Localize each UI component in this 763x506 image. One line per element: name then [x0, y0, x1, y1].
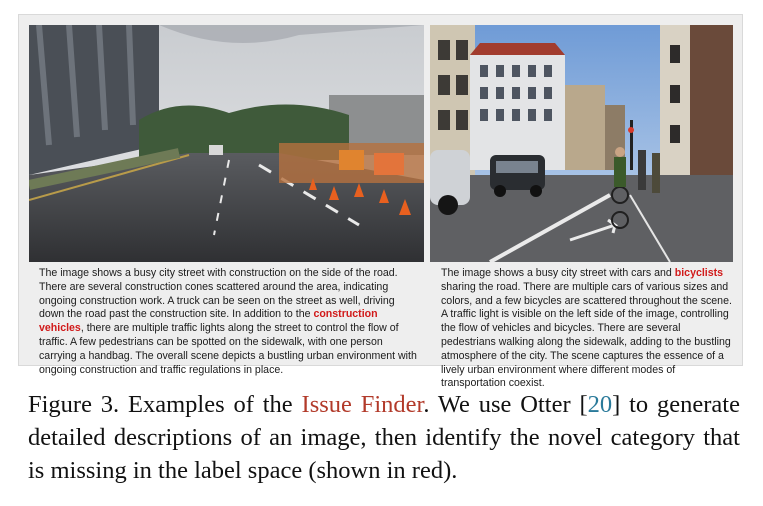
novel-category-highlight: bicyclists	[674, 267, 724, 279]
description-text-before: The image shows a busy city street with cars and	[441, 267, 675, 279]
description-text	[39, 267, 421, 377]
caption-prefix: Figure 3. Examples of the	[28, 391, 302, 418]
construction-street-photo	[29, 25, 424, 262]
caption-highlight: Issue Finder	[301, 391, 424, 418]
description-text-after: sharing the road. There are multiple cars of various sizes and colors, and a few bicycles are scattered throughout the scene. A traffic light is visible on the left side of the image, controlling the flow of vehicles and bicycles. There are several pedestrians walking along the sidewalk, adding to the bustling atmosphere of the city. The scene captures the essence of a lively urban environment where different modes of transportation coexist.	[441, 280, 732, 390]
caption-middle: . We use Otter [	[423, 391, 588, 418]
figure-caption	[28, 388, 740, 487]
novel-category-highlight: construction vehicles	[39, 308, 378, 335]
caption-suffix: ] to generate detailed descriptions of an image, then identify the novel category that is missing in the label space (shown in red).	[28, 391, 740, 484]
description-right	[441, 267, 735, 391]
citation-link[interactable]: 20	[587, 391, 613, 418]
description-text-before: The image shows a busy city street with construction on the side of the road. There are several construction cones scattered around the area, indicating ongoing construction work. A truck can be seen on the street as well, driving down the road past the construction site. In addition to the	[39, 267, 398, 321]
bicycle-street-photo	[430, 25, 733, 262]
description-text	[441, 267, 735, 391]
figure-panel	[18, 14, 743, 390]
description-text-after: , there are multiple traffic lights along the street to control the flow of traffic. A few pedestrians can be spotted on the sidewalk, with one person carrying a handbag. The overall scene depicts a bustling urban environment with ongoing construction and traffic regulations in place.	[39, 322, 417, 376]
description-left	[39, 267, 421, 377]
